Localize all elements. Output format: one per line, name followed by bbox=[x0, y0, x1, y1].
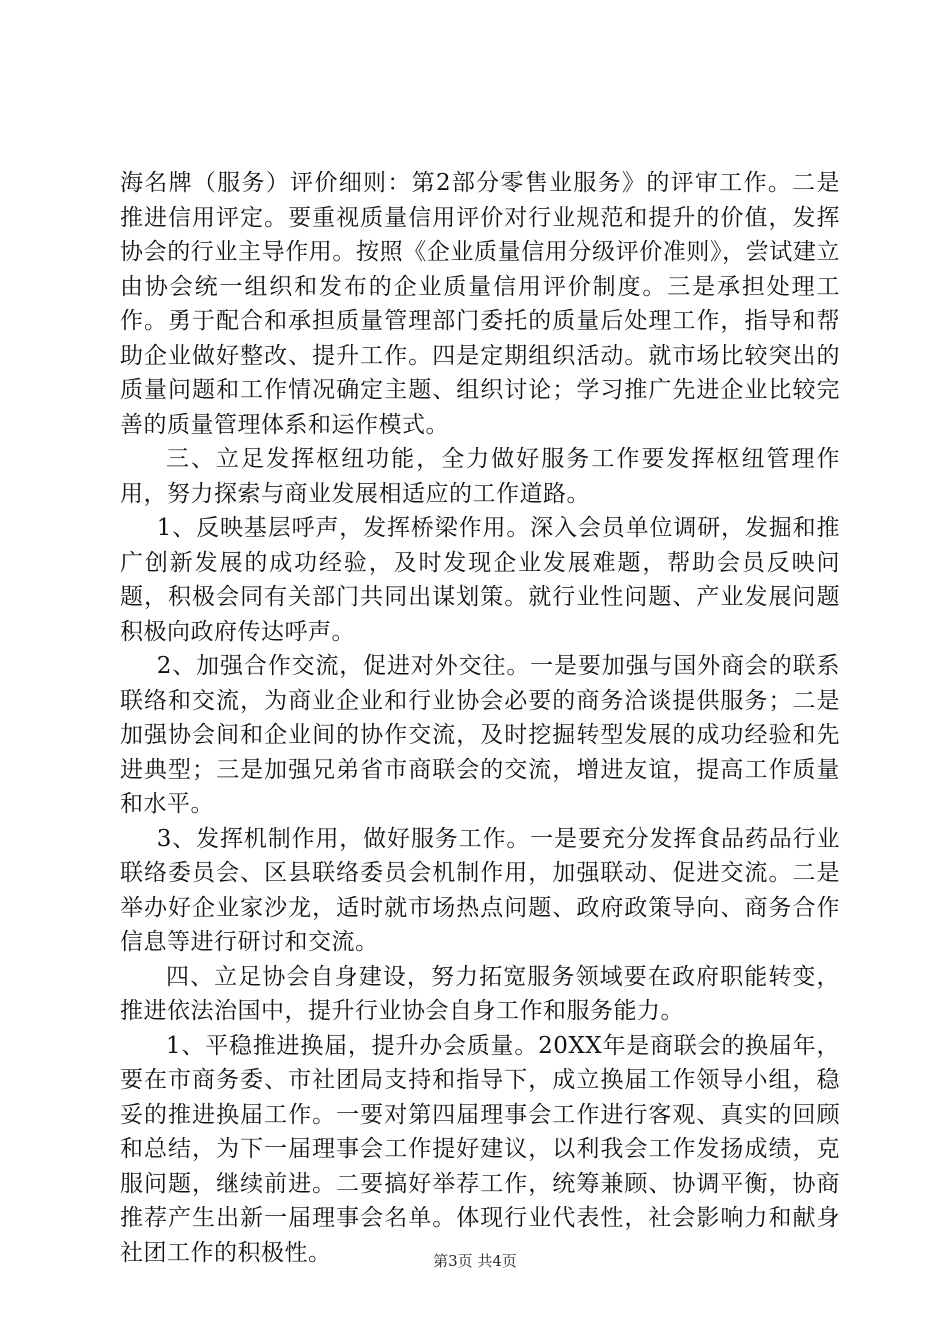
paragraph-item-1: 1、反映基层呼声，发挥桥梁作用。深入会员单位调研，发掘和推广创新发展的成功经验，及时发现企业发展难题，帮助会员反映问题，积极会同有关部门共同出谋划策。就行业性问题、产业发展问题积极向政府传达呼声。 bbox=[120, 515, 840, 645]
paragraph-continuation: 海名牌（服务）评价细则：第2部分零售业服务》的评审工作。二是推进信用评定。要重视质量信用评价对行业规范和提升的价值，发挥协会的行业主导作用。按照《企业质量信用分级评价准则》，尝试建立由协会统一组织和发布的企业质量信用评价制度。三是承担处理工作。勇于配合和承担质量管理部门委托的质量后处理工作，指导和帮助企业做好整改、提升工作。四是定期组织活动。就市场比较突出的质量问题和工作情况确定主题、组织讨论；学习推广先进企业比较完善的质量管理体系和运作模式。 bbox=[120, 170, 840, 438]
paragraph-item-4-1: 1、平稳推进换届，提升办会质量。20XX年是商联会的换届年，要在市商务委、市社团局支持和指导下，成立换届工作领导小组，稳妥的推进换届工作。一要对第四届理事会工作进行客观、真实的回顾和总结，为下一届理事会工作提好建议，以利我会工作发扬成绩，克服问题，继续前进。二要搞好举荐工作，统筹兼顾、协调平衡，协商推荐产生出新一届理事会名单。体现行业代表性，社会影响力和献身社团工作的积极性。 bbox=[120, 1032, 840, 1266]
page-number: 第3页 共4页 bbox=[433, 1252, 517, 1270]
document-body bbox=[120, 166, 840, 1270]
paragraph-item-2: 2、加强合作交流，促进对外交往。一是要加强与国外商会的联系联络和交流，为商业企业和行业协会必要的商务洽谈提供服务；二是加强协会间和企业间的协作交流，及时挖掘转型发展的成功经验和先进典型；三是加强兄弟省市商联会的交流，增进友谊，提高工作质量和水平。 bbox=[120, 653, 840, 817]
paragraph-item-3: 3、发挥机制作用，做好服务工作。一是要充分发挥食品药品行业联络委员会、区县联络委员会机制作用，加强联动、促进交流。二是举办好企业家沙龙，适时就市场热点问题、政府政策导向、商务合作信息等进行研讨和交流。 bbox=[120, 825, 840, 955]
page-footer bbox=[0, 1250, 950, 1271]
section-heading-three: 三、立足发挥枢纽功能，全力做好服务工作要发挥枢纽管理作用，努力探索与商业发展相适应的工作道路。 bbox=[120, 446, 840, 507]
section-heading-four: 四、立足协会自身建设，努力拓宽服务领域要在政府职能转变，推进依法治国中，提升行业协会自身工作和服务能力。 bbox=[120, 963, 840, 1024]
